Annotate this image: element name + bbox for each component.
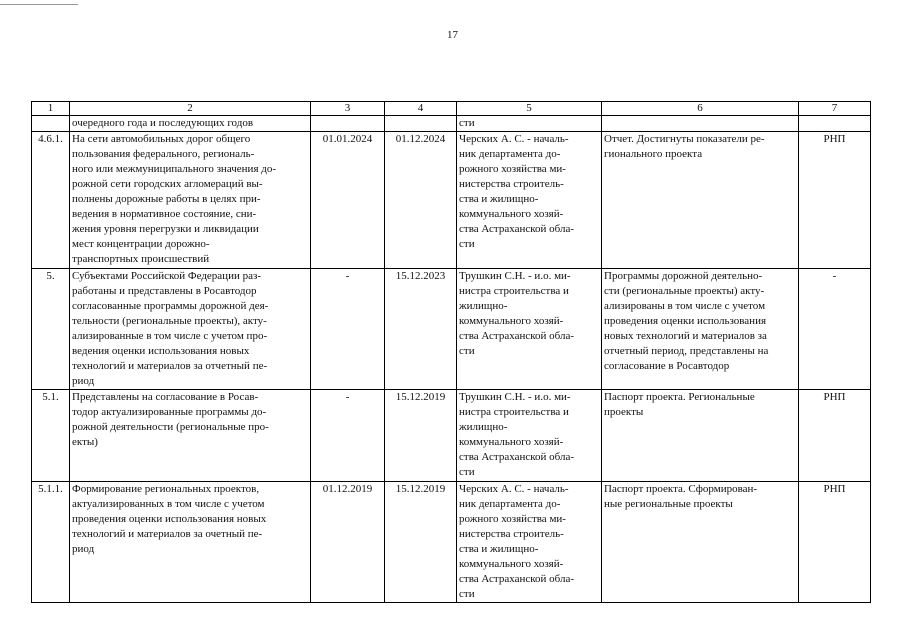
header-cell: 3 (311, 102, 385, 116)
cell-description: Представлены на согласование в Росав- тодор актуализированные программы до- рожной деятельности (региональные про- екты) (70, 390, 311, 482)
cell-num: 4.6.1. (32, 132, 70, 269)
cell-description: Формирование региональных проектов, актуализированных в том числе с учетом проведения оценки использования новых технологий и материалов за очетный пе- риод (70, 482, 311, 603)
cell-result: Паспорт проекта. Сформирован- ные региональные проекты (602, 482, 799, 603)
table-row (32, 269, 871, 390)
cell-start: 01.12.2019 (311, 482, 385, 603)
cell-code: РНП (799, 132, 871, 269)
cell-responsible: Трушкин С.Н. - и.о. ми- нистра строительства и жилищно- коммунального хозяй- ства Астраханской обла- сти (457, 269, 602, 390)
header-cell: 5 (457, 102, 602, 116)
cell-responsible: Черских А. С. - началь- ник департамента до- рожного хозяйства ми- нистерства строитель- ства и жилищно- коммунального хозяй- ства Астраханской обла- сти (457, 132, 602, 269)
cell-end: 01.12.2024 (385, 132, 457, 269)
cell-description: очередного года и последующих годов (70, 116, 311, 132)
plan-table (31, 101, 871, 603)
cell-start (311, 116, 385, 132)
cell-code: РНП (799, 482, 871, 603)
cell-responsible: Трушкин С.Н. - и.о. ми- нистра строительства и жилищно- коммунального хозяй- ства Астраханской обла- сти (457, 390, 602, 482)
cell-start: - (311, 390, 385, 482)
table-row (32, 482, 871, 603)
table-row (32, 132, 871, 269)
cell-result (602, 116, 799, 132)
header-cell: 6 (602, 102, 799, 116)
header-cell: 2 (70, 102, 311, 116)
cell-result: Паспорт проекта. Региональные проекты (602, 390, 799, 482)
header-row (32, 102, 871, 116)
cell-end: 15.12.2019 (385, 482, 457, 603)
cell-code: - (799, 269, 871, 390)
cell-num (32, 116, 70, 132)
cell-code: РНП (799, 390, 871, 482)
cell-result: Отчет. Достигнуты показатели ре- гионального проекта (602, 132, 799, 269)
header-cell: 4 (385, 102, 457, 116)
cell-end: 15.12.2019 (385, 390, 457, 482)
cell-description: На сети автомобильных дорог общего пользования федерального, региональ- ного или межмуниципального значения до- рожной сети городских агломераций вы- полнены дорожные работы в целях при- ведения в нормативное состояние, сни- жения уровня перегрузки и ликвидации мест концентрации дорожно- транспортных происшествий (70, 132, 311, 269)
cell-responsible: сти (457, 116, 602, 132)
cell-code (799, 116, 871, 132)
page-number: 17 (447, 29, 458, 41)
cell-start: 01.01.2024 (311, 132, 385, 269)
cell-result: Программы дорожной деятельно- сти (региональные проекты) акту- ализированы в том числе с учетом проведения оценки использования новых технологий и материалов за отчетный период, представлены на согласование в Росавтодор (602, 269, 799, 390)
table-row (32, 390, 871, 482)
cell-num: 5.1. (32, 390, 70, 482)
header-cell: 1 (32, 102, 70, 116)
header-cell: 7 (799, 102, 871, 116)
continuation-row (32, 116, 871, 132)
cell-num: 5. (32, 269, 70, 390)
cell-end (385, 116, 457, 132)
cell-num: 5.1.1. (32, 482, 70, 603)
cell-description: Субъектами Российской Федерации раз- работаны и представлены в Росавтодор согласованные программы дорожной дея- тельности (региональные проекты), акту- ализированные в том числе с учетом про- ведения оценки использования новых технологий и материалов за отчетный пе- риод (70, 269, 311, 390)
cell-end: 15.12.2023 (385, 269, 457, 390)
cell-start: - (311, 269, 385, 390)
corner-rule (0, 4, 78, 5)
cell-responsible: Черских А. С. - началь- ник департамента до- рожного хозяйства ми- нистерства строитель- ства и жилищно- коммунального хозяй- ства Астраханской обла- сти (457, 482, 602, 603)
